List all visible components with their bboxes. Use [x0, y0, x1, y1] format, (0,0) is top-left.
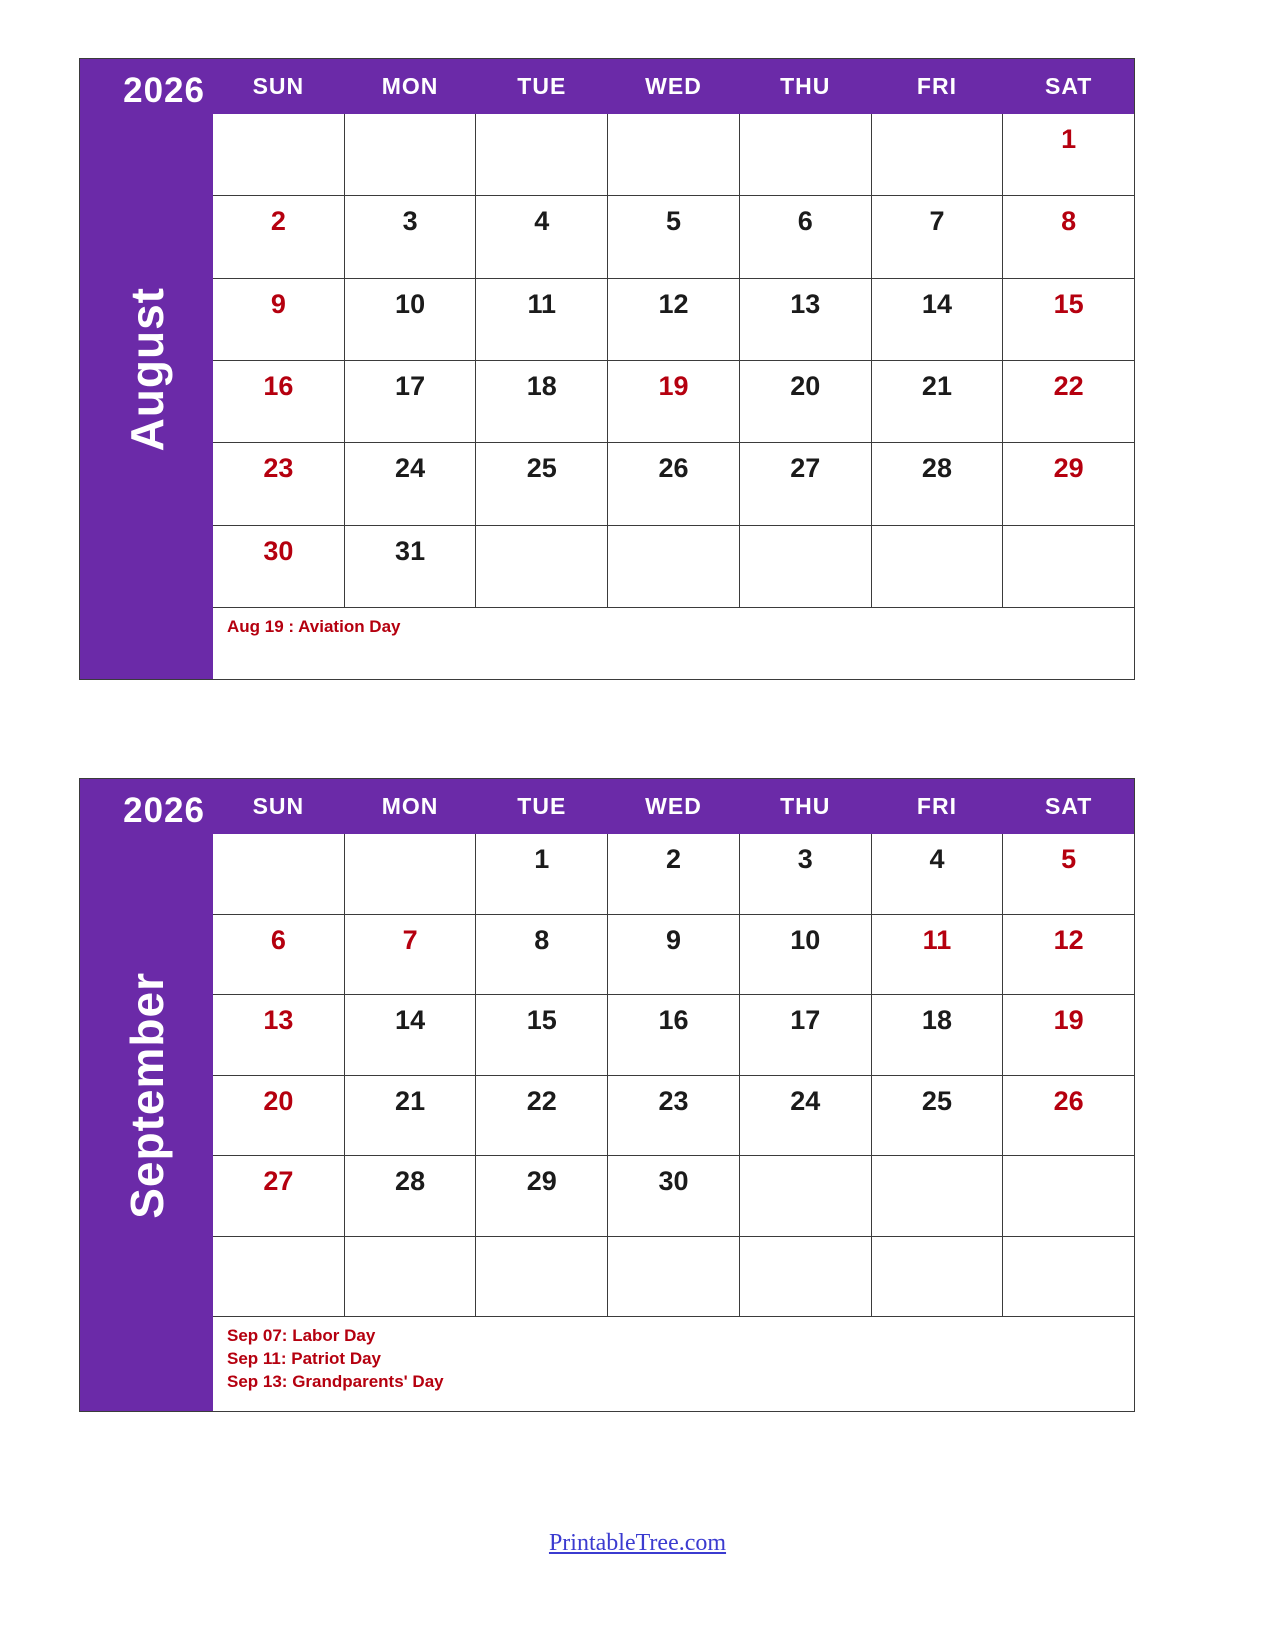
month-name-september: [80, 779, 213, 1411]
week-row: [213, 834, 1134, 914]
year-label-august: 2026: [123, 71, 205, 110]
day-cell: [608, 1237, 740, 1317]
day-cell: 8: [476, 915, 608, 995]
day-cell: 27: [740, 443, 872, 524]
day-cell: [476, 1237, 608, 1317]
day-cell: 21: [345, 1076, 477, 1156]
day-cell: 23: [213, 443, 345, 524]
holiday-notes-september: [213, 1316, 1134, 1411]
day-cell: 23: [608, 1076, 740, 1156]
year-label-september: 2026: [123, 791, 205, 830]
day-cell: 18: [476, 361, 608, 442]
weekday-sat: SAT: [1045, 73, 1093, 99]
week-row: [213, 114, 1134, 195]
day-cell: 4: [476, 196, 608, 277]
weekday-tue: TUE: [476, 59, 608, 114]
day-cell: 22: [476, 1076, 608, 1156]
weekday-fri: FRI: [872, 59, 1004, 114]
day-cell: 21: [872, 361, 1004, 442]
day-cell: [213, 834, 345, 914]
holiday-note: Sep 07: Labor Day: [227, 1326, 376, 1345]
day-cell: [608, 526, 740, 607]
day-cell: 17: [740, 995, 872, 1075]
weekday-mon: MON: [345, 59, 477, 114]
day-cell: 8: [1061, 206, 1077, 237]
day-cell: 12: [608, 279, 740, 360]
day-cell-holiday: 7: [345, 915, 477, 995]
holiday-note: Sep 13: Grandparents' Day: [227, 1371, 444, 1391]
day-cell: 3: [345, 196, 477, 277]
week-row: [213, 442, 1134, 524]
day-cell: 9: [608, 915, 740, 995]
day-cell: 16: [608, 995, 740, 1075]
day-cell: 10: [345, 279, 477, 360]
week-row: [213, 278, 1134, 360]
weekday-tue: TUE: [476, 779, 608, 834]
day-cell: [476, 526, 608, 607]
weekday-header-august: [213, 59, 1134, 114]
day-cell: [872, 1237, 1004, 1317]
holiday-note: Aug 19 : Aviation Day: [227, 617, 401, 636]
day-cell: 16: [213, 361, 345, 442]
weekday-wed: WED: [608, 59, 740, 114]
day-cell: 20: [740, 361, 872, 442]
weekday-fri: FRI: [872, 779, 1004, 834]
weekday-thu: THU: [740, 59, 872, 114]
day-cell: 14: [872, 279, 1004, 360]
day-cell: 11: [476, 279, 608, 360]
day-cell: 29: [476, 1156, 608, 1236]
week-rows-september: [213, 834, 1134, 1316]
day-cell: 30: [213, 526, 345, 607]
day-cell: 5: [1061, 844, 1077, 874]
month-name-text-august: August: [120, 286, 173, 452]
day-cell: 22: [1053, 370, 1084, 401]
day-cell-holiday: 11: [872, 915, 1004, 995]
day-cell: 17: [345, 361, 477, 442]
day-cell-holiday: 19: [608, 361, 740, 442]
weekday-sun: SUN: [213, 59, 345, 114]
day-cell: [872, 114, 1004, 195]
calendar-grid-august: [213, 59, 1134, 679]
week-row: [213, 525, 1134, 607]
day-cell: 15: [1053, 288, 1084, 319]
holiday-note: Sep 11: Patriot Day: [227, 1348, 382, 1368]
week-row: [213, 195, 1134, 277]
weekday-mon: MON: [345, 779, 477, 834]
day-cell: 26: [1053, 1085, 1084, 1116]
day-cell: 24: [740, 1076, 872, 1156]
day-cell: [608, 114, 740, 195]
day-cell: 28: [872, 443, 1004, 524]
day-cell: [476, 114, 608, 195]
day-cell: 27: [213, 1156, 345, 1236]
day-cell: 31: [345, 526, 477, 607]
week-row: [213, 994, 1134, 1075]
day-cell: 4: [872, 834, 1004, 914]
day-cell: [1003, 526, 1134, 607]
day-cell: [1003, 1156, 1134, 1236]
weekday-sun: SUN: [213, 779, 345, 834]
month-spine-september: [80, 779, 213, 1411]
month-block-august: [79, 58, 1135, 680]
week-row: [213, 1155, 1134, 1236]
day-cell: 14: [345, 995, 477, 1075]
day-cell: [213, 1237, 345, 1317]
day-cell: [213, 114, 345, 195]
weekday-wed: WED: [608, 779, 740, 834]
day-cell: [740, 1237, 872, 1317]
day-cell: 30: [608, 1156, 740, 1236]
month-spine-august: [80, 59, 213, 679]
day-cell: [345, 834, 477, 914]
weekday-sat: SAT: [1045, 793, 1093, 819]
day-cell: [740, 1156, 872, 1236]
holiday-notes-august: [213, 607, 1134, 679]
day-cell: 1: [1061, 124, 1077, 154]
week-row: [213, 914, 1134, 995]
day-cell: 7: [872, 196, 1004, 277]
day-cell: 26: [608, 443, 740, 524]
day-cell: 13: [213, 995, 345, 1075]
day-cell: 3: [740, 834, 872, 914]
day-cell: [1003, 1237, 1134, 1317]
day-cell: 19: [1053, 1005, 1084, 1035]
day-cell: 12: [1053, 924, 1084, 955]
day-cell: 25: [476, 443, 608, 524]
day-cell: 2: [608, 834, 740, 914]
day-cell: 25: [872, 1076, 1004, 1156]
day-cell: [345, 114, 477, 195]
month-block-september: [79, 778, 1135, 1412]
weekday-thu: THU: [740, 779, 872, 834]
calendar-grid-september: [213, 779, 1134, 1411]
day-cell: 29: [1053, 453, 1084, 484]
day-cell: [345, 1237, 477, 1317]
week-row: [213, 1236, 1134, 1317]
footer: [0, 1530, 1275, 1557]
day-cell: [872, 1156, 1004, 1236]
day-cell: [740, 526, 872, 607]
day-cell: 9: [213, 279, 345, 360]
day-cell: 1: [476, 834, 608, 914]
day-cell: 6: [740, 196, 872, 277]
day-cell: 13: [740, 279, 872, 360]
weekday-header-september: [213, 779, 1134, 834]
day-cell: 6: [213, 915, 345, 995]
day-cell: 24: [345, 443, 477, 524]
day-cell: 2: [213, 196, 345, 277]
day-cell: 15: [476, 995, 608, 1075]
week-rows-august: [213, 114, 1134, 607]
day-cell: 28: [345, 1156, 477, 1236]
day-cell: 5: [608, 196, 740, 277]
day-cell: 10: [740, 915, 872, 995]
day-cell: 18: [872, 995, 1004, 1075]
day-cell: [740, 114, 872, 195]
week-row: [213, 360, 1134, 442]
month-name-text-september: September: [120, 971, 173, 1219]
site-link[interactable]: PrintableTree.com: [548, 1530, 727, 1556]
day-cell: [872, 526, 1004, 607]
day-cell: 20: [213, 1076, 345, 1156]
month-name-august: [80, 59, 213, 679]
week-row: [213, 1075, 1134, 1156]
